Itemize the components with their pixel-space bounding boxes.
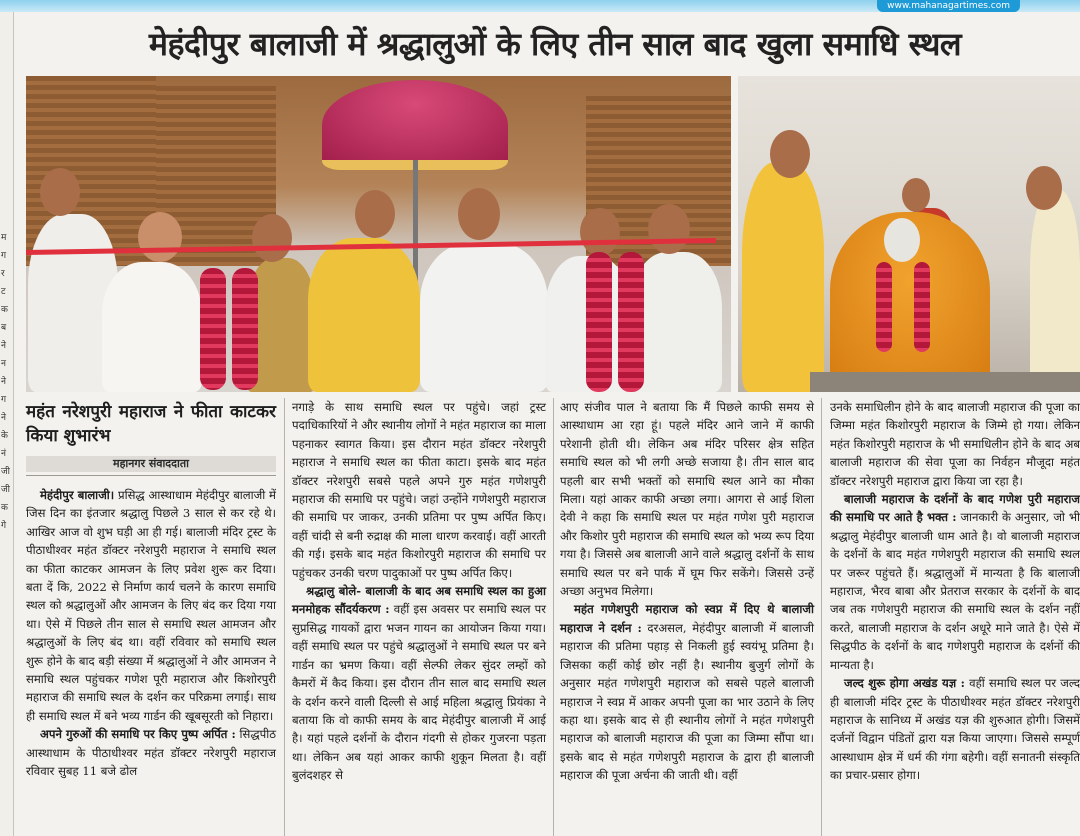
edge-char: ट <box>1 287 6 297</box>
statue-face <box>884 218 920 262</box>
samadhi-step <box>810 372 1080 392</box>
article-column-4 <box>830 398 1080 785</box>
person-head <box>252 214 292 262</box>
paragraph <box>560 600 814 784</box>
paragraph-text: जानकारी के अनुसार, जो भी श्रद्धालु मेहंदीपुर बालाजी धाम आते है। वो बालाजी महाराज के दर्शनों के बाद महंत गणेशपुरी महाराज की समाधि स्थल पर जरूर पहुंचते हैं। श्रद्धालुओं में मान्यता है कि बालाजी महाराज, भैरव बाबा और प्रेतराज सरकार के दर्शनों के बाद जब तक गणेशपुरी महाराज की समाधि स्थल के दर्शन नहीं करते, बालाजी महाराज के दर्शन अधूरे माने जाते है। ऐसे में सिद्धपीठ के दर्शनों के बाद गणेशपुरी महाराज के दर्शनों की मान्यता है। <box>830 510 1080 672</box>
flower-garland <box>200 268 226 390</box>
person-head <box>458 188 500 240</box>
paragraph-text: वहीं समाधि स्थल पर जल्द ही बालाजी मंदिर ट्रस्ट के पीठाधीश्वर महंत डॉक्टर नरेशपुरी महाराज के सानिध्य में अखंड यज्ञ की शुरुआत होगी। जिसमें दर्जनों विद्वान पंडितों द्वारा यज्ञ किया जाएगा। जिससे सम्पूर्ण आस्थाधाम क्षेत्र में धर्म की गंगा बहेगी। वहीं सनातनी संस्कृति का प्रचार-प्रसार होगा। <box>830 676 1080 783</box>
edge-char: ब <box>1 323 7 333</box>
site-url[interactable]: www.mahanagartimes.com <box>877 0 1020 12</box>
edge-char: ग <box>1 251 7 261</box>
section-heading: अपने गुरुओं की समाधि पर किए पुष्प अर्पित : <box>40 727 236 742</box>
edge-char: म <box>1 233 7 243</box>
section-heading: बालाजी महाराज के दर्शनों के बाद गणेश पुरी महाराज की समाधि पर आते है भक्त : <box>830 492 1080 525</box>
paragraph <box>26 725 276 780</box>
column-divider <box>284 398 285 836</box>
paragraph <box>830 674 1080 784</box>
article-column-1 <box>26 398 276 781</box>
edge-char: गे <box>1 521 7 531</box>
person <box>420 242 548 392</box>
paragraph-text: प्रसिद्ध आस्थाधाम मेहंदीपुर बालाजी में जिस दिन का इंतजार श्रद्धालु पिछले 3 साल से कर रहे थे। आखिर आज वो शुभ घड़ी आ ही गई। बालाजी मंदिर ट्रस्ट के पीठाधीश्वर महंत डॉक्टर नरेशपुरी महाराज ने समाधि स्थल का फीता काटकर आमजन के लिए प्रवेश शुरू कर दिया। बता दें कि, 2022 से निर्माण कार्य चलने के कारण समाधि स्थल को श्रद्धालुओं और आमजन के लिए बंद कर दिया गया था। ऐसे में पिछले तीन साल से समाधि स्थल आमजन और श्रद्धालुओं के लिए बंद था। वहीं रविवार को समाधि स्थल शुरू होने के बाद बड़ी संख्या में श्रद्धालुओं ने और आमजन ने समाधि स्थल पहुंचकर गणेश पूरी महाराज और किशोरपुरी महाराज की समाधि स्थल के दर्शन कर परिक्रमा लगाई। साथ ही समाधि स्थल में बने भव्य गार्डन की खूबसूरती को निहारा। <box>26 488 276 723</box>
dateline: मेहंदीपुर बालाजी। <box>40 488 115 502</box>
person <box>742 162 824 392</box>
paragraph <box>292 582 546 784</box>
paragraph: उनके समाधिलीन होने के बाद बालाजी महाराज की पूजा का जिम्मा महंत किशोरपुरी महाराज के जिम्मे हो गया। लेकिन महंत किशोरपुरी महाराज के भी समाधिलीन होने के बाद अब बालाजी महाराज की सेवा पूजा का निर्वहन मौजूदा महंत डॉक्टर नरेशपुरी महाराज द्वारा किया जा रहा है। <box>830 400 1080 488</box>
edge-char: नं <box>1 449 6 459</box>
section-heading: श्रद्धालु बोले- बालाजी के बाद अब समाधि स्थल का हुआ मनमोहक सौंदर्यकरण : <box>292 584 546 617</box>
person-head <box>648 204 690 254</box>
edge-char: र <box>1 269 5 279</box>
edge-char: ने <box>1 413 6 423</box>
person <box>308 238 420 392</box>
byline-rule <box>26 475 276 476</box>
person-head <box>138 212 182 262</box>
person-head <box>770 130 810 178</box>
flower-garland <box>586 252 612 392</box>
section-heading: जल्द शुरू होगा अखंड यज्ञ : <box>844 676 965 691</box>
headline: मेहंदीपुर बालाजी में श्रद्धालुओं के लिए तीन साल बाद खुला समाधि स्थल <box>148 25 962 63</box>
section-heading: महंत गणेशपुरी महाराज को स्वप्न में दिए थे बालाजी महाराज ने दर्शन : <box>560 602 814 635</box>
edge-char: क <box>1 305 8 315</box>
paragraph-text: दरअसल, मेहंदीपुर बालाजी में बालाजी महाराज की प्रतिमा पहाड़ से निकली हुई स्वयंभू प्रतिमा है। जिसका कहीं कोई छोर नहीं है। स्थानीय बुजुर्ग लोगों के अनुसार महंत गणेशपुरी महाराज को सबसे पहले बालाजी महाराज ने स्वप्न में आकर अपनी पूजा का भार उठाने के लिए कहा था। इसके बाद से ही स्थानीय लोगों ने महंत गणेशपुरी महाराज को बालाजी महाराज की पूजा का जिम्मा सौंपा था। इसके बाद से महंत गणेशपुरी महाराज के द्वारा ही बालाजी महाराज की पूजा अर्चना की जाती थी। वहीं <box>560 620 814 783</box>
edge-char: के <box>1 431 8 441</box>
adjacent-column-edge <box>0 12 14 836</box>
article-column-2 <box>292 398 546 785</box>
lead-paragraph <box>26 486 276 725</box>
person-head <box>1026 166 1062 210</box>
edge-char: ने <box>1 377 6 387</box>
paragraph-text: वहीं इस अवसर पर समाधि स्थल पर सुप्रसिद्ध गायकों द्वारा भजन गायन का आयोजन किया गया। वहीं समाधि स्थल पर पहुंचे श्रद्धालुओं ने समाधि स्थल पर बने गार्डन का भ्रमण किया। वहीं सेल्फी लेकर सुंदर लम्हों को कैमरों में कैद किया। इस दौरान तीन साल बाद समाधि स्थल के दर्शन करने वाली दिल्ली से आई महिला श्रद्धालु प्रियंका ने बताया कि वो काफी समय के बाद मेहंदीपुर बालाजी में आई है। यहां पहले दर्शनों के दौरान गंदगी से होकर गुजरना पड़ता था। लेकिन अब यहां आकर काफी शुकून मिलता है। वहीं बुलंदशहर से <box>292 602 546 783</box>
column-divider <box>553 398 554 836</box>
flower-garland <box>876 262 892 352</box>
person <box>102 262 202 392</box>
person-head <box>580 208 620 256</box>
edge-char: जी <box>1 485 11 495</box>
flower-garland <box>914 262 930 352</box>
column-divider <box>821 398 822 836</box>
flower-garland <box>232 268 258 390</box>
person-head <box>355 190 395 238</box>
flower-garland <box>618 252 644 392</box>
paragraph-text: सिद्धपीठ आस्थाधाम के पीठाधीश्वर महंत डॉक्टर नरेशपुरी महाराज रविवार सुबह 11 बजे ढोल <box>26 727 276 779</box>
person <box>1030 190 1080 390</box>
paragraph <box>830 490 1080 674</box>
ceremonial-umbrella <box>322 80 508 170</box>
paragraph: आए संजीव पाल ने बताया कि मैं पिछले काफी समय से आस्थाधाम आ रहा हूं। पहले मंदिर आने जाने में काफी परेशानी होती थी। लेकिन अब मंदिर परिसर क्षेत्र सहित समाधि स्थल को भी लगी अच्छे सजाया है। तीन साल बाद पहली बार सभी भक्तों को समाधि स्थल आने का मौका मिला। यहां आकर काफी अच्छा लगा। आगरा से आई शिला देवी ने कहा कि समाधि स्थल पर महंत गणेश पुरी महाराज और किशोर पुरी महाराज की समाधि स्थल को भव्य रूप दिया गया है। जिससे अब बालाजी आने वाले श्रद्धालु दर्शनों के साथ समाधि स्थल पर बने पार्क में घूम फिर सकेंगे। जिससे उन्हें अच्छा अनुभव मिलेगा। <box>560 400 814 599</box>
edge-char: क <box>1 503 8 513</box>
byline: महानगर संवाददाता <box>26 456 276 472</box>
paragraph: नगाड़े के साथ समाधि स्थल पर पहुंचे। जहां ट्रस्ट पदाधिकारियों ने और स्थानीय लोगों ने महंत महाराज का माला पहनाकर स्वागत किया। इस दौरान महंत डॉक्टर नरेशपुरी महाराज ने समाधि स्थल का फीता काटा। इसके बाद महंत डॉक्टर नरेशपुरी सबसे पहले अपने गुरु महंत गणेशपुरी महाराज की समाधि पर पहुंचे। जहां उन्होंने गणेशपुरी महाराज की समाधि पर जाकर, उनकी प्रतिमा पर पुष्प अर्पित किए। वहीं चांदी से बनी रुद्राक्ष की माला धारण करवाई। वहीं आरती की गई। इसके बाद महंत किशोरपुरी महाराज की समाधि पर पहुंचकर उनकी चरण पादुकाओं पर पुष्प अर्पित किए। <box>292 400 546 580</box>
edge-char: जी <box>1 467 11 477</box>
edge-char: ने <box>1 341 6 351</box>
subheadline: महंत नरेशपुरी महाराज ने फीता काटकर किया शुभारंभ <box>26 402 276 446</box>
article-column-3 <box>560 398 814 785</box>
person-head <box>40 168 80 216</box>
person-head <box>902 178 930 212</box>
edge-char: ग <box>1 395 7 405</box>
edge-char: न <box>1 359 6 369</box>
